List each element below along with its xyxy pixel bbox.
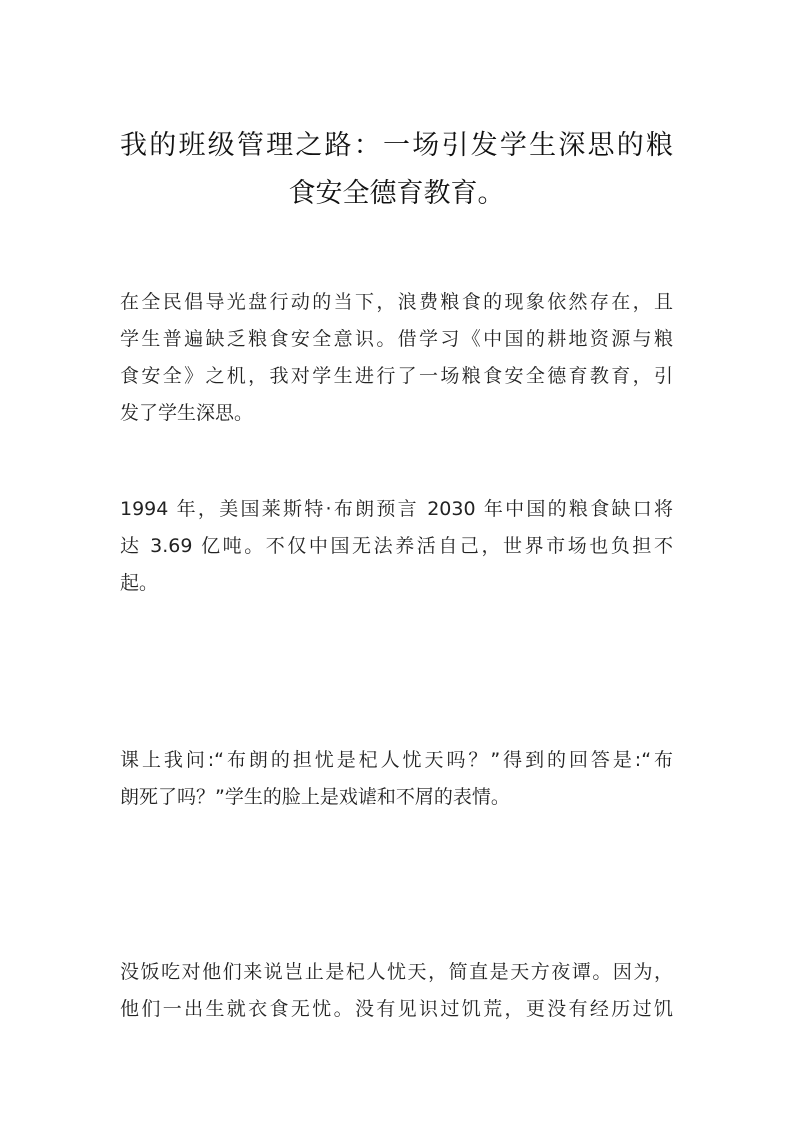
paragraph-line: 朗死了吗？”学生的脸上是戏谑和不屑的表情。 xyxy=(120,786,510,808)
paragraph-line: 1994 年，美国莱斯特·布朗预言 2030 年中国的粮食缺口将 xyxy=(120,498,673,520)
paragraph-line: 课上我问:“布朗的担忧是杞人忧天吗？”得到的回答是:“布 xyxy=(120,749,673,771)
paragraph-3 xyxy=(120,742,673,816)
paragraph-line: 在全民倡导光盘行动的当下，浪费粮食的现象依然存在，且 xyxy=(120,291,673,313)
paragraph-4 xyxy=(120,954,673,1028)
paragraph-line: 发了学生深思。 xyxy=(120,402,254,424)
paragraph-line: 达 3.69 亿吨。不仅中国无法养活自己，世界市场也负担不 xyxy=(120,535,673,557)
paragraph-line: 学生普遍缺乏粮食安全意识。借学习《中国的耕地资源与粮 xyxy=(120,328,673,350)
paragraph-2 xyxy=(120,491,673,602)
paragraph-line: 食安全》之机，我对学生进行了一场粮食安全德育教育，引 xyxy=(120,365,673,387)
paragraph-1 xyxy=(120,284,673,432)
paragraph-line: 他们一出生就衣食无忧。没有见识过饥荒，更没有经历过饥 xyxy=(120,998,673,1020)
document-title-line-2: 食安全德育教育。 xyxy=(288,178,505,209)
paragraph-line: 没饭吃对他们来说岂止是杞人忧天，简直是天方夜谭。因为， xyxy=(120,961,673,983)
document-title-line-1: 我的班级管理之路：一场引发学生深思的粮 xyxy=(120,130,673,161)
paragraph-line: 起。 xyxy=(120,572,159,594)
